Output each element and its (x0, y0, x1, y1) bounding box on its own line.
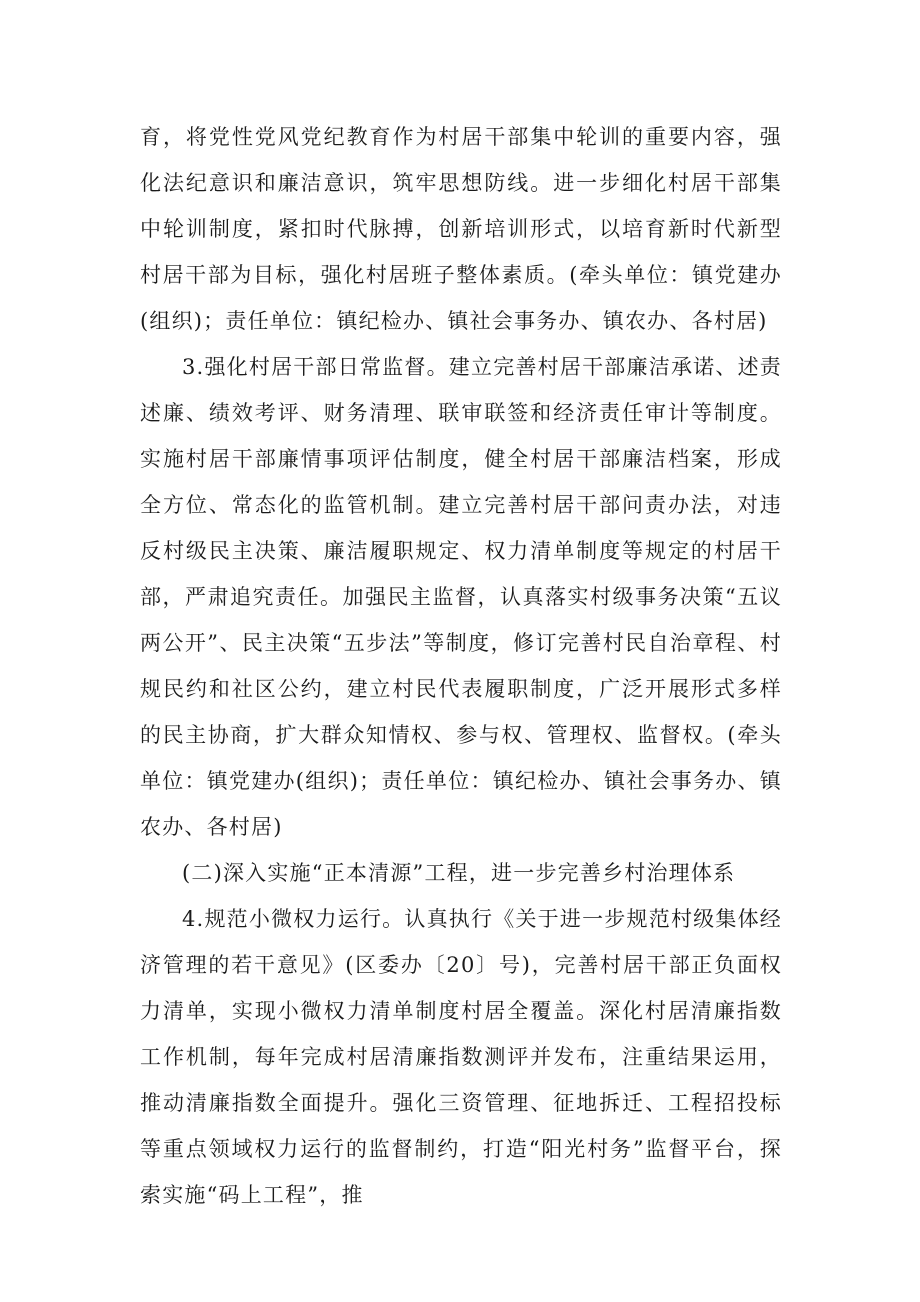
paragraph-micro-power: 4.规范小微权力运行。认真执行《关于进一步规范村级集体经济管理的若干意见》(区委办〔20〕号)，完善村居干部正负面权力清单，实现小微权力清单制度村居全覆盖。深化村居清廉指数工作机制，每年完成村居清廉指数测评并发布，注重结果运用，推动清廉指数全面提升。强化三资管理、征地拆迁、工程招投标等重点领域权力运行的监督制约，打造“阳光村务”监督平台，探索实施“码上工程”，推 (140, 907, 782, 1207)
paragraph-training-continued: 育，将党性党风党纪教育作为村居干部集中轮训的重要内容，强化法纪意识和廉洁意识，筑牢思想防线。进一步细化村居干部集中轮训制度，紧扣时代脉搏，创新培训形式，以培育新时代新型村居干部为目标，强化村居班子整体素质。(牵头单位：镇党建办(组织)；责任单位：镇纪检办、镇社会事务办、镇农办、各村居) (140, 125, 782, 333)
section-heading-governance: (二)深入实施“正本清源”工程，进一步完善乡村治理体系 (182, 861, 736, 885)
document-body (140, 114, 782, 1218)
paragraph-daily-supervision: 3.强化村居干部日常监督。建立完善村居干部廉洁承诺、述责述廉、绩效考评、财务清理、联审联签和经济责任审计等制度。实施村居干部廉情事项评估制度，健全村居干部廉洁档案，形成全方位、常态化的监管机制。建立完善村居干部问责办法，对违反村级民主决策、廉洁履职规定、权力清单制度等规定的村居干部，严肃追究责任。加强民主监督，认真落实村级事务决策“五议两公开”、民主决策“五步法”等制度，修订完善村民自治章程、村规民约和社区公约，建立村民代表履职制度，广泛开展形式多样的民主协商，扩大群众知情权、参与权、管理权、监督权。(牵头单位：镇党建办(组织)；责任单位：镇纪检办、镇社会事务办、镇农办、各村居) (140, 355, 782, 839)
